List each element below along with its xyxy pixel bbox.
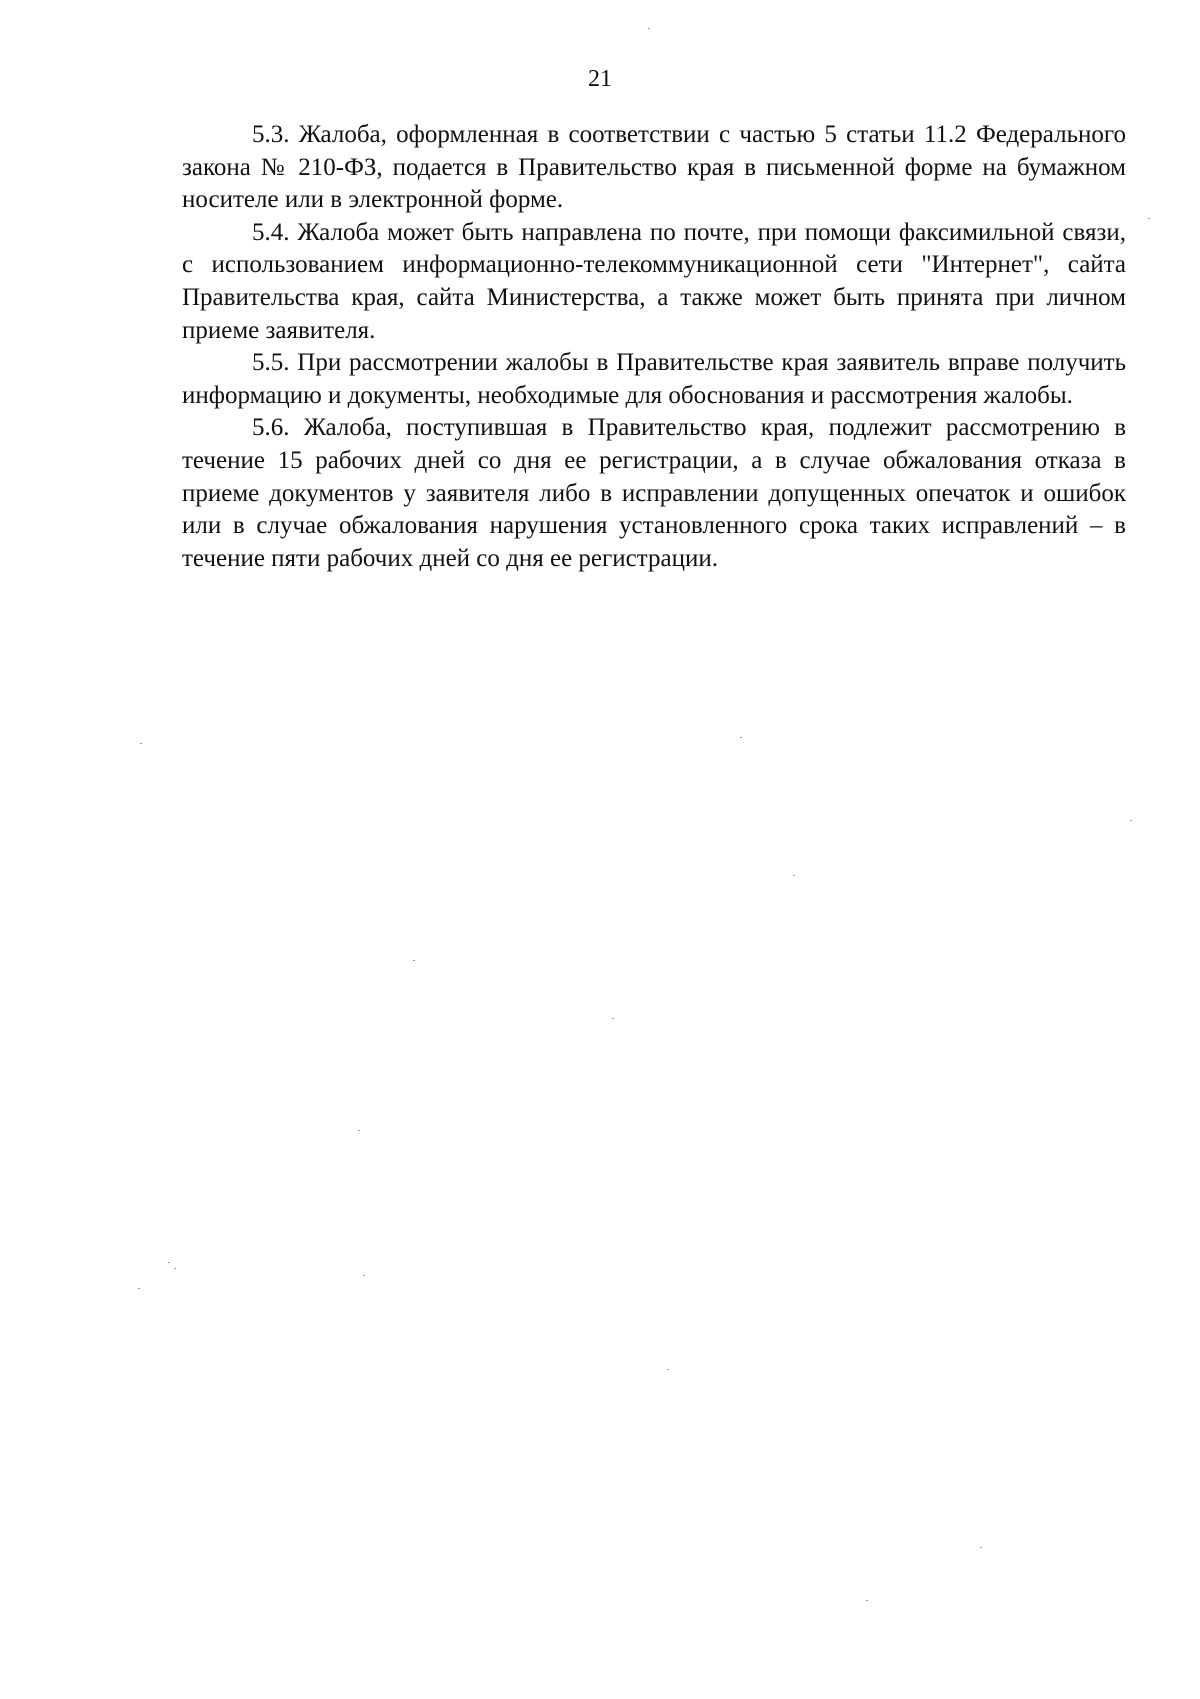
scan-speck bbox=[140, 743, 142, 744]
paragraph-5-4: 5.4. Жалоба может быть направлена по почте, при помощи факсимильной связи, с использованием информационно-телекоммуникационной сети "Интернет", сайта Правительства края, сайта Министерства, а также может быть принята при личном приеме заявителя. bbox=[182, 218, 1126, 344]
scan-speck bbox=[1130, 820, 1132, 821]
scan-speck bbox=[612, 1018, 614, 1019]
scan-speck bbox=[740, 737, 742, 738]
scan-speck bbox=[1148, 218, 1150, 219]
scan-speck bbox=[358, 1130, 360, 1131]
scan-speck bbox=[667, 1369, 669, 1370]
scan-speck bbox=[174, 1268, 176, 1269]
scan-speck bbox=[980, 1547, 982, 1548]
scan-speck bbox=[363, 1275, 365, 1276]
scan-speck bbox=[413, 960, 415, 961]
scan-speck bbox=[793, 875, 795, 876]
document-body bbox=[182, 119, 1126, 575]
page-number: 21 bbox=[588, 66, 612, 92]
scan-speck bbox=[866, 1600, 868, 1601]
paragraph-5-3: 5.3. Жалоба, оформленная в соответствии с частью 5 статьи 11.2 Федерального закона № 210-ФЗ, подается в Правительство края в письменной форме на бумажном носителе или в электронной форме. bbox=[182, 121, 1126, 214]
paragraph-5-6: 5.6. Жалоба, поступившая в Правительство края, подлежит рассмотрению в течение 15 рабочих дней со дня ее регистрации, а в случае обжалования отказа в приеме документов у заявителя либо в исправлении допущенных опечаток и ошибок или в случае обжалования нарушения установленного срока таких исправлений – в течение пяти рабочих дней со дня ее регистрации. bbox=[182, 414, 1126, 572]
paragraph-5-5: 5.5. При рассмотрении жалобы в Правительстве края заявитель вправе получить информацию и документы, необходимые для обоснования и рассмотрения жалобы. bbox=[182, 349, 1126, 409]
scan-speck bbox=[648, 28, 650, 29]
scan-speck bbox=[168, 1262, 170, 1263]
scan-speck bbox=[138, 1288, 140, 1289]
